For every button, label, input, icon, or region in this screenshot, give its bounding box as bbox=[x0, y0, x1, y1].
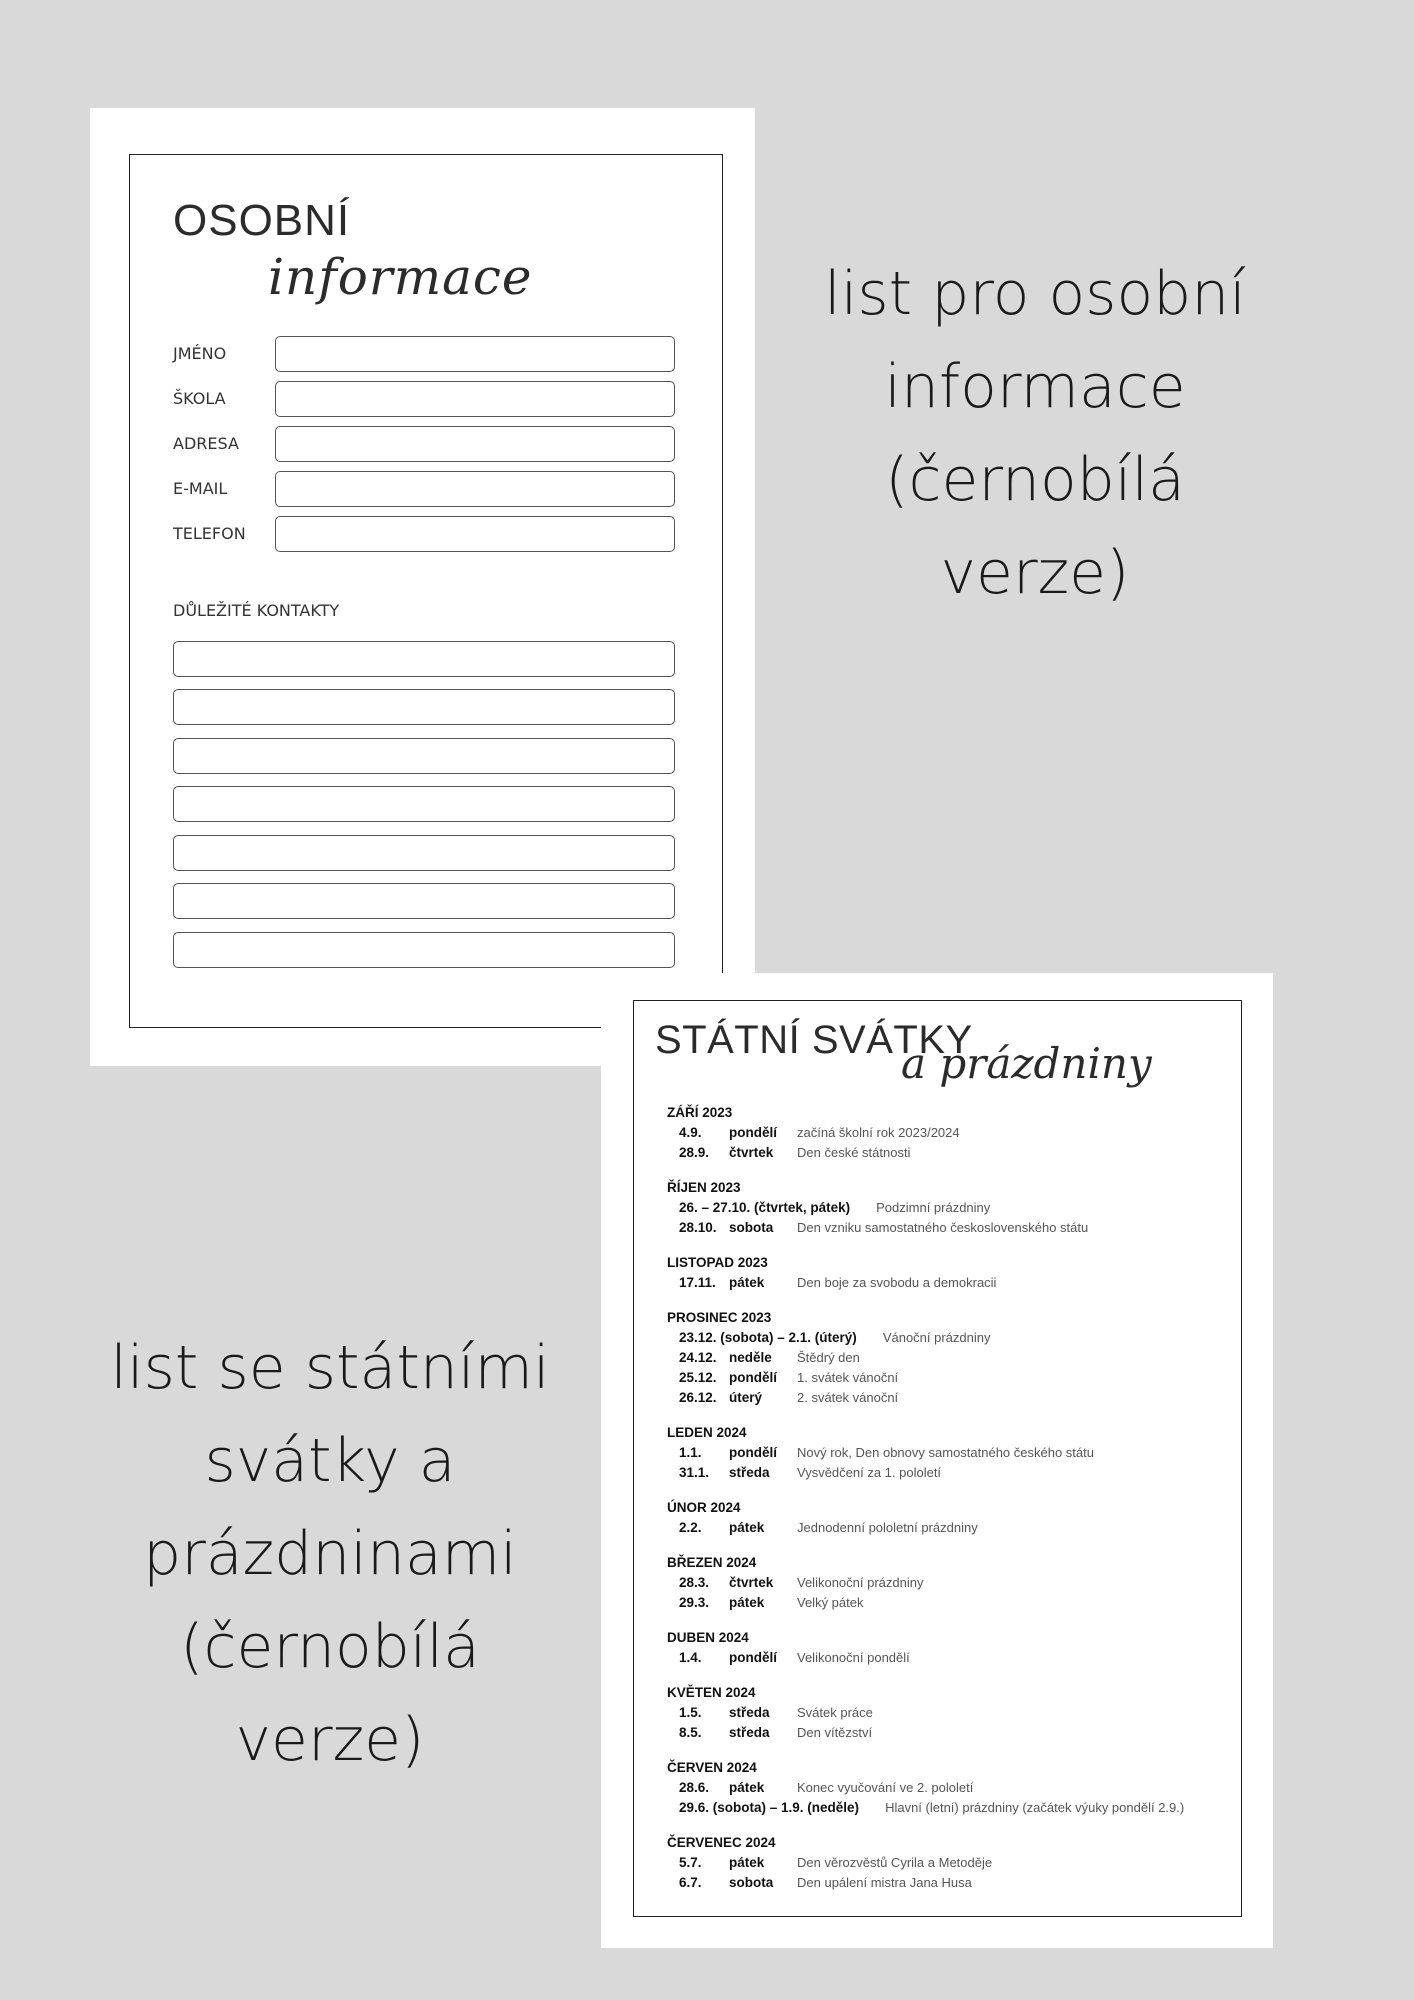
month-heading: DUBEN 2024 bbox=[667, 1630, 749, 1645]
holiday-date: 6.7. bbox=[679, 1875, 702, 1890]
holiday-row bbox=[667, 1703, 1237, 1723]
month-heading: PROSINEC 2023 bbox=[667, 1310, 772, 1325]
holiday-weekday: čtvrtek bbox=[729, 1575, 774, 1590]
caption-line: verze) bbox=[940, 538, 1130, 608]
holiday-description: Velikonoční pondělí bbox=[797, 1650, 910, 1665]
caption-line: verze) bbox=[235, 1705, 425, 1775]
month-gap bbox=[667, 1613, 1237, 1628]
personal-info-script-title: informace bbox=[268, 248, 533, 306]
field-box-address bbox=[275, 426, 675, 462]
holiday-date: 29.3. bbox=[679, 1595, 710, 1610]
contacts-title: DŮLEŽITÉ KONTAKTY bbox=[173, 601, 340, 620]
holiday-row bbox=[667, 1218, 1237, 1238]
holiday-row bbox=[667, 1443, 1237, 1463]
holiday-weekday: pátek bbox=[729, 1780, 765, 1795]
holiday-date: 28.3. bbox=[679, 1575, 710, 1590]
holiday-row bbox=[667, 1328, 1237, 1348]
caption-line: list se státními bbox=[110, 1333, 550, 1403]
contact-line bbox=[173, 689, 675, 725]
field-label-address: ADRESA bbox=[173, 434, 239, 453]
holiday-row bbox=[667, 1273, 1237, 1293]
month-gap bbox=[667, 1538, 1237, 1553]
holiday-description: Jednodenní pololetní prázdniny bbox=[797, 1520, 978, 1535]
holiday-description: Den věrozvěstů Cyrila a Metoděje bbox=[797, 1855, 993, 1870]
holidays-sheet bbox=[601, 973, 1273, 1948]
holiday-date-range: 23.12. (sobota) – 2.1. (úterý) bbox=[679, 1330, 857, 1345]
holiday-weekday: středa bbox=[729, 1725, 770, 1740]
holiday-weekday: neděle bbox=[729, 1350, 772, 1365]
field-box-school bbox=[275, 381, 675, 417]
field-label-email: E-MAIL bbox=[173, 479, 228, 498]
month-gap bbox=[667, 1408, 1237, 1423]
holiday-date: 2.2. bbox=[679, 1520, 702, 1535]
holiday-description: Velikonoční prázdniny bbox=[797, 1575, 924, 1590]
caption-holidays bbox=[90, 1322, 570, 1787]
holiday-weekday: pátek bbox=[729, 1275, 765, 1290]
month-heading: ŘÍJEN 2023 bbox=[667, 1180, 741, 1195]
month-gap bbox=[667, 1483, 1237, 1498]
holiday-date: 31.1. bbox=[679, 1465, 710, 1480]
field-box-phone bbox=[275, 516, 675, 552]
contact-line bbox=[173, 786, 675, 822]
holiday-date: 28.9. bbox=[679, 1145, 710, 1160]
holiday-row bbox=[667, 1573, 1237, 1593]
holiday-row bbox=[667, 1853, 1237, 1873]
holiday-date-range: 29.6. (sobota) – 1.9. (neděle) bbox=[679, 1800, 860, 1815]
holiday-row bbox=[667, 1873, 1237, 1893]
holiday-row bbox=[667, 1123, 1237, 1143]
holiday-description: Svátek práce bbox=[797, 1705, 873, 1720]
holiday-date: 1.4. bbox=[679, 1650, 702, 1665]
contact-line bbox=[173, 641, 675, 677]
holiday-row bbox=[667, 1723, 1237, 1743]
caption-line: informace bbox=[884, 352, 1186, 422]
holiday-description: Den vzniku samostatného československého státu bbox=[797, 1220, 1089, 1235]
holiday-description: 2. svátek vánoční bbox=[797, 1390, 899, 1405]
holiday-date: 24.12. bbox=[679, 1350, 717, 1365]
holiday-row bbox=[667, 1648, 1237, 1668]
holiday-row bbox=[667, 1518, 1237, 1538]
holiday-row bbox=[667, 1798, 1237, 1818]
holiday-description: 1. svátek vánoční bbox=[797, 1370, 899, 1385]
holiday-description: Den vítězství bbox=[797, 1725, 873, 1740]
holiday-weekday: sobota bbox=[729, 1220, 774, 1235]
holiday-weekday: pátek bbox=[729, 1855, 765, 1870]
holiday-date: 28.6. bbox=[679, 1780, 710, 1795]
field-label-phone: TELEFON bbox=[173, 524, 246, 543]
holiday-description: Velký pátek bbox=[797, 1595, 864, 1610]
holiday-description: Konec vyučování ve 2. pololetí bbox=[797, 1780, 974, 1795]
holiday-description: Nový rok, Den obnovy samostatného českého státu bbox=[797, 1445, 1094, 1460]
holiday-description: Štědrý den bbox=[797, 1350, 860, 1365]
month-gap bbox=[667, 1238, 1237, 1253]
field-box-name bbox=[275, 336, 675, 372]
holidays-calendar bbox=[667, 1103, 1237, 1893]
caption-line: (černobílá bbox=[885, 445, 1185, 515]
holiday-description: Vánoční prázdniny bbox=[882, 1330, 991, 1345]
field-label-school: ŠKOLA bbox=[173, 389, 226, 408]
holiday-weekday: pondělí bbox=[729, 1445, 777, 1460]
month-heading: LISTOPAD 2023 bbox=[667, 1255, 768, 1270]
caption-personal-info bbox=[800, 248, 1270, 620]
month-gap bbox=[667, 1743, 1237, 1758]
caption-line: prázdninami bbox=[143, 1519, 517, 1589]
holidays-script-title: a prázdniny bbox=[901, 1039, 1152, 1088]
holiday-weekday: pondělí bbox=[729, 1370, 777, 1385]
contact-line bbox=[173, 835, 675, 871]
holiday-date: 8.5. bbox=[679, 1725, 702, 1740]
contact-line bbox=[173, 883, 675, 919]
holiday-row bbox=[667, 1388, 1237, 1408]
holiday-description: Den boje za svobodu a demokracii bbox=[797, 1275, 997, 1290]
holiday-weekday: středa bbox=[729, 1465, 770, 1480]
holidays-title: STÁTNÍ SVÁTKY bbox=[655, 1018, 973, 1062]
holiday-weekday: úterý bbox=[729, 1390, 763, 1405]
holiday-weekday: čtvrtek bbox=[729, 1145, 774, 1160]
caption-line: list pro osobní bbox=[824, 259, 1246, 329]
holiday-row bbox=[667, 1368, 1237, 1388]
holiday-description: Podzimní prázdniny bbox=[876, 1200, 991, 1215]
holiday-date: 4.9. bbox=[679, 1125, 702, 1140]
holiday-date: 25.12. bbox=[679, 1370, 717, 1385]
month-heading: ÚNOR 2024 bbox=[667, 1500, 741, 1515]
holiday-weekday: pondělí bbox=[729, 1650, 777, 1665]
month-gap bbox=[667, 1163, 1237, 1178]
field-label-name: JMÉNO bbox=[173, 344, 227, 363]
holiday-description: Vysvědčení za 1. pololetí bbox=[797, 1465, 942, 1480]
holiday-date-range: 26. – 27.10. (čtvrtek, pátek) bbox=[679, 1200, 851, 1215]
holiday-row bbox=[667, 1778, 1237, 1798]
holiday-weekday: pondělí bbox=[729, 1125, 777, 1140]
holiday-date: 1.1. bbox=[679, 1445, 702, 1460]
month-gap bbox=[667, 1818, 1237, 1833]
holiday-row bbox=[667, 1348, 1237, 1368]
field-box-email bbox=[275, 471, 675, 507]
holiday-description: Den české státnosti bbox=[797, 1145, 911, 1160]
holiday-date: 17.11. bbox=[679, 1275, 716, 1290]
personal-info-sheet bbox=[90, 108, 755, 1066]
caption-line: (černobílá bbox=[180, 1612, 480, 1682]
holiday-weekday: pátek bbox=[729, 1595, 765, 1610]
month-heading: LEDEN 2024 bbox=[667, 1425, 747, 1440]
caption-line: svátky a bbox=[204, 1426, 456, 1496]
holiday-description: začíná školní rok 2023/2024 bbox=[797, 1125, 960, 1140]
holiday-weekday: středa bbox=[729, 1705, 770, 1720]
holiday-date: 26.12. bbox=[679, 1390, 717, 1405]
month-heading: ZÁŘÍ 2023 bbox=[667, 1105, 733, 1120]
holiday-date: 1.5. bbox=[679, 1705, 702, 1720]
month-gap bbox=[667, 1668, 1237, 1683]
month-heading: ČERVEN 2024 bbox=[667, 1760, 757, 1775]
holiday-weekday: sobota bbox=[729, 1875, 774, 1890]
month-heading: ČERVENEC 2024 bbox=[667, 1835, 776, 1850]
holiday-weekday: pátek bbox=[729, 1520, 765, 1535]
holiday-description: Den upálení mistra Jana Husa bbox=[797, 1875, 972, 1890]
holiday-date: 5.7. bbox=[679, 1855, 702, 1870]
holiday-date: 28.10. bbox=[679, 1220, 717, 1235]
month-heading: KVĚTEN 2024 bbox=[667, 1685, 756, 1700]
holiday-row bbox=[667, 1463, 1237, 1483]
holiday-row bbox=[667, 1143, 1237, 1163]
month-gap bbox=[667, 1293, 1237, 1308]
contact-line bbox=[173, 932, 675, 968]
holiday-row bbox=[667, 1593, 1237, 1613]
contact-line bbox=[173, 738, 675, 774]
holiday-description: Hlavní (letní) prázdniny (začátek výuky pondělí 2.9.) bbox=[885, 1800, 1185, 1815]
month-heading: BŘEZEN 2024 bbox=[667, 1555, 757, 1570]
personal-info-title: OSOBNÍ bbox=[173, 196, 351, 245]
holiday-row bbox=[667, 1198, 1237, 1218]
